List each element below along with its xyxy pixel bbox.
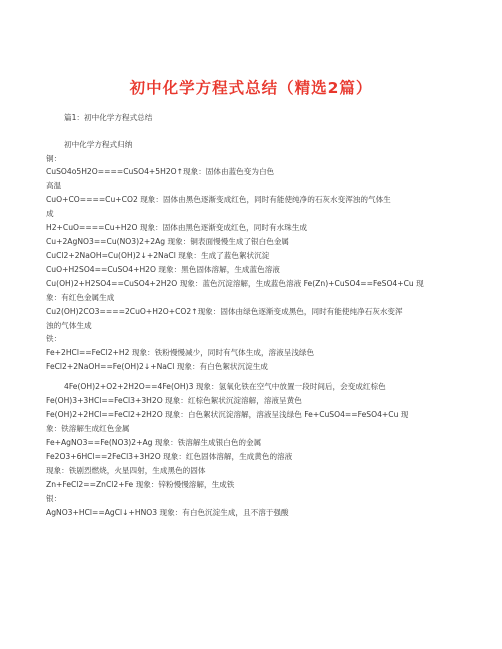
section-heading: 篇1：初中化学方程式总结 — [64, 113, 153, 122]
text-line: 浊的气体生成 — [46, 321, 92, 330]
text-line: 铁： — [46, 334, 62, 343]
text-line: H2+CuO====Cu+H2O 现象：固体由黑色逐渐变成红色，同时有水珠生成 — [46, 223, 307, 232]
text-line: Cu2(OH)2CO3====2CuO+H2O+CO2↑现象：固体由绿色逐渐变成黑色，同时有能使纯净石灰水变浑 — [46, 307, 403, 316]
text-line: Fe(OH)3+3HCl==FeCl3+3H2O 现象：红棕色絮状沉淀溶解，溶液呈黄色 — [46, 396, 302, 405]
document-title: 初中化学方程式总结（精选2篇） — [129, 79, 373, 97]
text-line: Cu+2AgNO3==Cu(NO3)2+2Ag 现象：铜表面慢慢生成了银白色金属 — [46, 237, 290, 246]
text-line: Cu(OH)2+H2SO4==CuSO4+2H2O 现象：蓝色沉淀溶解，生成蓝色溶液 Fe(Zn)+CuSO4==FeSO4+Cu 现 — [46, 279, 424, 288]
text-line: 银： — [46, 494, 62, 503]
text-line: 成 — [46, 209, 54, 218]
text-line: 4Fe(OH)2+O2+2H2O==4Fe(OH)3 现象：氢氧化铁在空气中放置一段时间后，会变成红棕色 — [64, 382, 386, 391]
text-line: CuO+H2SO4==CuSO4+H2O 现象：黑色固体溶解，生成蓝色溶液 — [46, 265, 280, 274]
text-line: AgNO3+HCl==AgCl↓+HNO3 现象：有白色沉淀生成，且不溶于强酸 — [46, 508, 289, 517]
text-line: CuSO4o5H2O====CuSO4+5H2O↑现象：固体由蓝色变为白色 — [46, 167, 275, 176]
text-line: FeCl2+2NaOH==Fe(OH)2↓+NaCl 现象：有白色絮状沉淀生成 — [46, 362, 268, 371]
text-line: 象：铁溶解生成红色金属 — [46, 424, 130, 433]
text-line: Fe+2HCl==FeCl2+H2 现象：铁粉慢慢减少，同时有气体生成，溶液呈浅绿色 — [46, 348, 315, 357]
text-line: Fe(OH)2+2HCl==FeCl2+2H2O 现象：白色絮状沉淀溶解，溶液呈浅绿色 Fe+CuSO4==FeSO4+Cu 现 — [46, 410, 409, 419]
text-line: Zn+FeCl2==ZnCl2+Fe 现象：锌粉慢慢溶解，生成铁 — [46, 480, 235, 489]
subheading: 初中化学方程式归纳 — [64, 140, 133, 149]
text-line: 铜： — [46, 154, 62, 163]
text-line: 象：有红色金属生成 — [46, 293, 115, 302]
text-line: Fe2O3+6HCl==2FeCl3+3H2O 现象：红色固体溶解，生成黄色的溶液 — [46, 452, 293, 461]
text-line: CuCl2+2NaOH=Cu(OH)2↓+2NaCl 现象：生成了蓝色絮状沉淀 — [46, 251, 270, 260]
text-line: Fe+AgNO3==Fe(NO3)2+Ag 现象：铁溶解生成银白色的金属 — [46, 438, 262, 447]
text-line: 现象：铁剧烈燃烧，火星四射，生成黑色的固体 — [46, 466, 206, 475]
text-line: 高温 — [46, 181, 62, 190]
text-line: CuO+CO====Cu+CO2 现象：固体由黑色逐渐变成红色，同时有能使纯净的石灰水变浑浊的气体生 — [46, 195, 391, 204]
